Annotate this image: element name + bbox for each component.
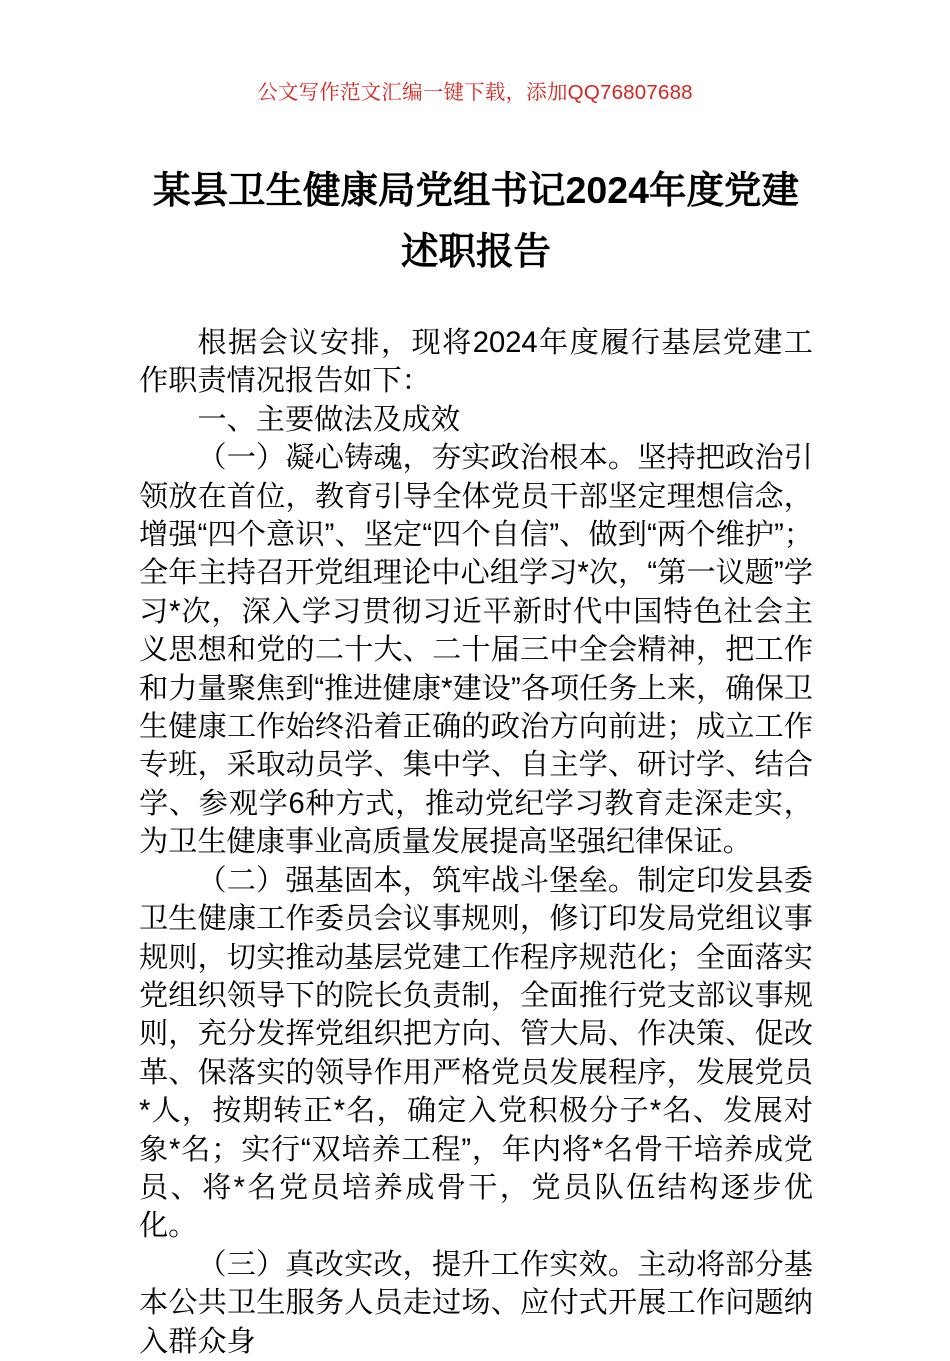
promo-watermark-text: 公文写作范文汇编一键下载，添加QQ76807688 bbox=[257, 81, 693, 104]
section-heading-one: 一、主要做法及成效 bbox=[197, 403, 461, 436]
document-body bbox=[139, 160, 813, 1361]
paragraph-item-two: （二）强基固本，筑牢战斗堡垒。制定印发县委卫生健康工作委员会议事规则，修订印发局党组议事规则，切实推动基层党建工作程序规范化；全面落实党组织领导下的院长负责制，全面推行党支部议事规则，充分发挥党组织把方向、管大局、作决策、促改革、保落实的领导作用严格党员发展程序，发展党员*人，按期转正*名，确定入党积极分子*名、发展对象*名；实行“双培养工程”，年内将*名骨干培养成党员、将*名党员培养成骨干，党员队伍结构逐步优化。 bbox=[139, 864, 813, 1243]
paragraph-item-one: （一）凝心铸魂，夯实政治根本。坚持把政治引领放在首位，教育引导全体党员干部坚定理想信念，增强“四个意识”、坚定“四个自信”、做到“两个维护”；全年主持召开党组理论中心组学习*次，“第一议题”学习*次，深入学习贯彻习近平新时代中国特色社会主义思想和党的二十大、二十届三中全会精神，把工作和力量聚焦到“推进健康*建设”各项任务上来，确保卫生健康工作始终沿着正确的政治方向前进；成立工作专班，采取动员学、集中学、自主学、研讨学、结合学、参观学6种方式，推动党纪学习教育走深走实，为卫生健康事业高质量发展提高坚强纪律保证。 bbox=[139, 442, 813, 859]
document-title: 某县卫生健康局党组书记2024年度党建述职报告 bbox=[153, 169, 799, 272]
paragraph-intro: 根据会议安排，现将2024年度履行基层党建工作职责情况报告如下： bbox=[139, 327, 813, 398]
paragraph-item-three: （三）真改实改，提升工作实效。主动将部分基本公共卫生服务人员走过场、应付式开展工作问题纳入群众身 bbox=[139, 1248, 813, 1358]
